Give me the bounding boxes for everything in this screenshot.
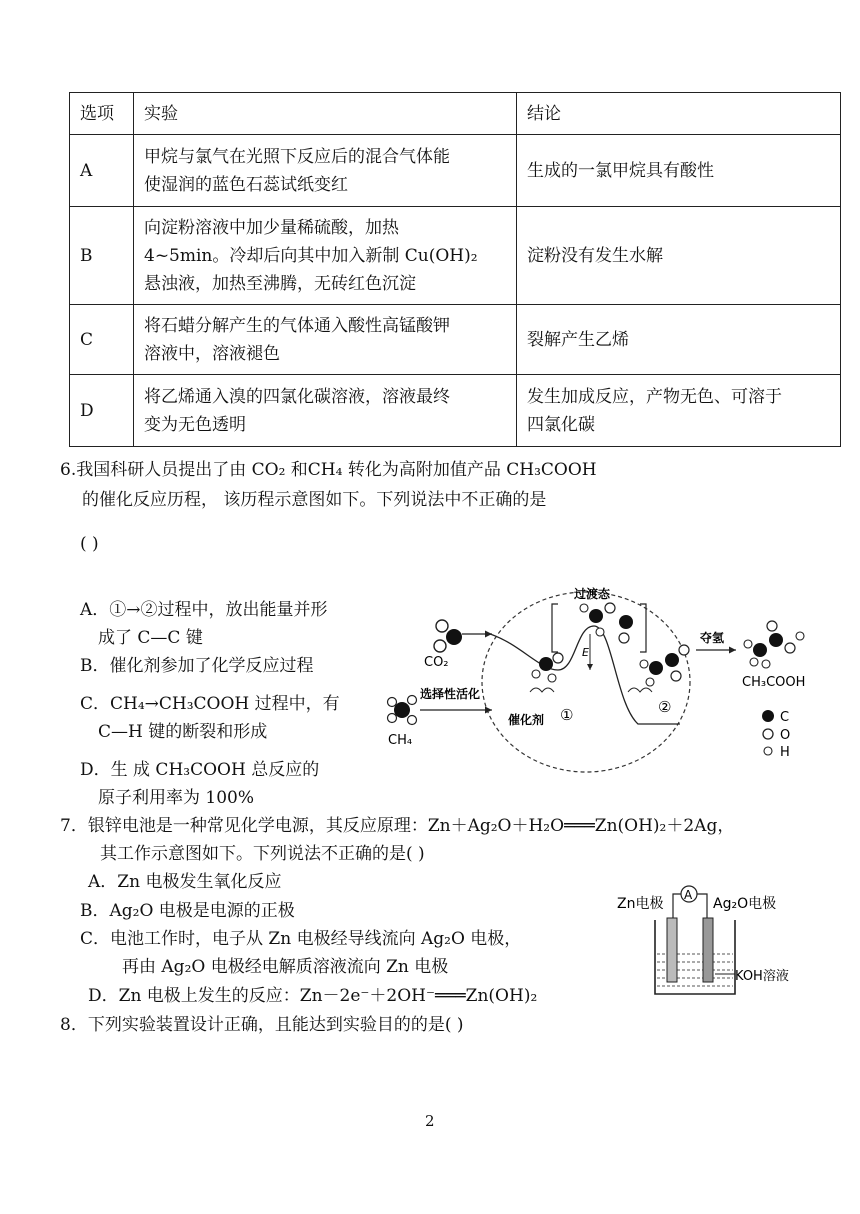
conclusion-line: 四氯化碳 <box>527 414 595 435</box>
experiment-line: 变为无色透明 <box>144 414 246 435</box>
q7-option-a: A．Zn 电极发生氧化反应 <box>88 872 282 892</box>
conclusion-line: 淀粉没有发生水解 <box>527 245 663 266</box>
experiment-line: 甲烷与氯气在光照下反应后的混合气体能 <box>144 146 450 167</box>
q6-option-c-line2: C—H 键的断裂和形成 <box>98 722 268 742</box>
intermediate-1-molecule <box>532 653 563 682</box>
conclusion-line: 发生加成反应，产物无色、可溶于 <box>527 386 782 407</box>
ag2o-electrode <box>703 918 713 982</box>
koh-solution-label: KOH溶液 <box>735 969 789 984</box>
table-row <box>70 305 841 375</box>
zn-electrode <box>667 918 677 982</box>
experiment-line: 溶液中，溶液褪色 <box>144 343 280 364</box>
product-label: CH₃COOH <box>742 675 806 690</box>
experiment-line: 将乙烯通入溴的四氯化碳溶液，溶液最终 <box>144 386 450 407</box>
q7-option-c-line2: 再由 Ag₂O 电极经电解质溶液流向 Zn 电极 <box>122 957 449 977</box>
experiment-table <box>69 92 841 447</box>
catalyst-label: 催化剂 <box>508 713 545 727</box>
header-conclusion: 结论 <box>517 93 841 135</box>
q7-option-b: B．Ag₂O 电极是电源的正极 <box>80 901 295 921</box>
q8-stem: 8．下列实验装置设计正确，且能达到实验目的的是( ) <box>60 1015 464 1035</box>
table-row <box>70 375 841 447</box>
table-row <box>70 135 841 207</box>
transition-state-label: 过渡态 <box>574 587 611 601</box>
q7-stem-line1: 7．银锌电池是一种常见化学电源，其反应原理：Zn＋Ag₂O＋H₂O═══Zn(OH)₂＋2Ag， <box>60 816 735 836</box>
row-conclusion <box>517 135 841 207</box>
q6-stem-line1: 6.我国科研人员提出了由 CO₂ 和CH₄ 转化为高附加值产品 CH₃COOH <box>60 460 597 480</box>
catalyst-region-ellipse <box>482 592 690 772</box>
conclusion-line: 裂解产生乙烯 <box>527 329 629 350</box>
zn-electrode-label: Zn电极 <box>617 896 664 912</box>
row-key: C <box>70 305 134 375</box>
row-conclusion <box>517 207 841 305</box>
acetic-acid-molecule <box>744 621 804 668</box>
q7-option-d: D．Zn 电极上发生的反应：Zn－2e⁻＋2OH⁻═══Zn(OH)₂ <box>88 986 538 1006</box>
co2-molecule <box>434 620 462 652</box>
co2-label: CO₂ <box>424 655 449 670</box>
q7-stem-line2: 其工作示意图如下。下列说法不正确的是( ) <box>100 844 425 864</box>
header-experiment: 实验 <box>134 93 517 135</box>
row-experiment <box>134 375 517 447</box>
experiment-line: 向淀粉溶液中加少量稀硫酸，加热 <box>144 217 399 238</box>
conclusion-line: 生成的一氯甲烷具有酸性 <box>527 160 714 181</box>
row-experiment <box>134 135 517 207</box>
energy-curve <box>490 626 680 724</box>
battery-diagram <box>615 880 815 1002</box>
row-key: A <box>70 135 134 207</box>
legend-hydrogen: H <box>780 745 790 760</box>
experiment-line: 悬浊液，加热至沸腾，无砖红色沉淀 <box>144 273 416 294</box>
table-row <box>70 207 841 305</box>
experiment-line: 将石蜡分解产生的气体通入酸性高锰酸钾 <box>144 315 450 336</box>
row-experiment <box>134 207 517 305</box>
step-1-label: ① <box>560 706 574 724</box>
q6-option-a-line1: A．①→②过程中，放出能量并形 <box>80 600 328 620</box>
q6-option-d-line2: 原子利用率为 100% <box>98 788 255 808</box>
q6-option-d-line1: D．生 成 CH₃COOH 总反应的 <box>80 760 320 780</box>
reaction-mechanism-diagram <box>380 574 830 796</box>
legend-oxygen: O <box>780 728 791 743</box>
q7-option-c-line1: C．电池工作时，电子从 Zn 电极经导线流向 Ag₂O 电极， <box>80 929 522 949</box>
experiment-line: 使湿润的蓝色石蕊试纸变红 <box>144 174 348 195</box>
energy-label: E <box>582 646 589 659</box>
q6-option-a-line2: 成了 C—C 键 <box>98 628 203 648</box>
row-key: B <box>70 207 134 305</box>
header-option: 选项 <box>70 93 134 135</box>
q6-stem-line2: 的催化反应历程， 该历程示意图如下。下列说法中不正确的是 <box>82 490 547 510</box>
step-2-label: ② <box>658 698 672 716</box>
ammeter-label: A <box>684 888 693 902</box>
q6-answer-paren: ( ) <box>80 534 99 554</box>
q6-option-c-line1: C．CH₄→CH₃COOH 过程中，有 <box>80 694 340 714</box>
ch4-label: CH₄ <box>388 733 413 748</box>
ag2o-electrode-label: Ag₂O电极 <box>713 896 777 912</box>
transition-state-molecule <box>580 603 633 643</box>
q6-option-b: B．催化剂参加了化学反应过程 <box>80 656 314 676</box>
row-experiment <box>134 305 517 375</box>
legend-carbon: C <box>780 710 790 725</box>
page-number: 2 <box>425 1112 435 1130</box>
experiment-line: 4~5min。冷却后向其中加入新制 Cu(OH)₂ <box>144 245 478 266</box>
row-conclusion <box>517 305 841 375</box>
dehydrogenation-label: 夺氢 <box>700 631 725 645</box>
row-conclusion <box>517 375 841 447</box>
selective-activation-label: 选择性活化 <box>420 687 481 701</box>
intermediate-2-molecule <box>640 645 689 686</box>
row-key: D <box>70 375 134 447</box>
ch4-molecule <box>388 696 417 725</box>
table-header-row <box>70 93 841 135</box>
